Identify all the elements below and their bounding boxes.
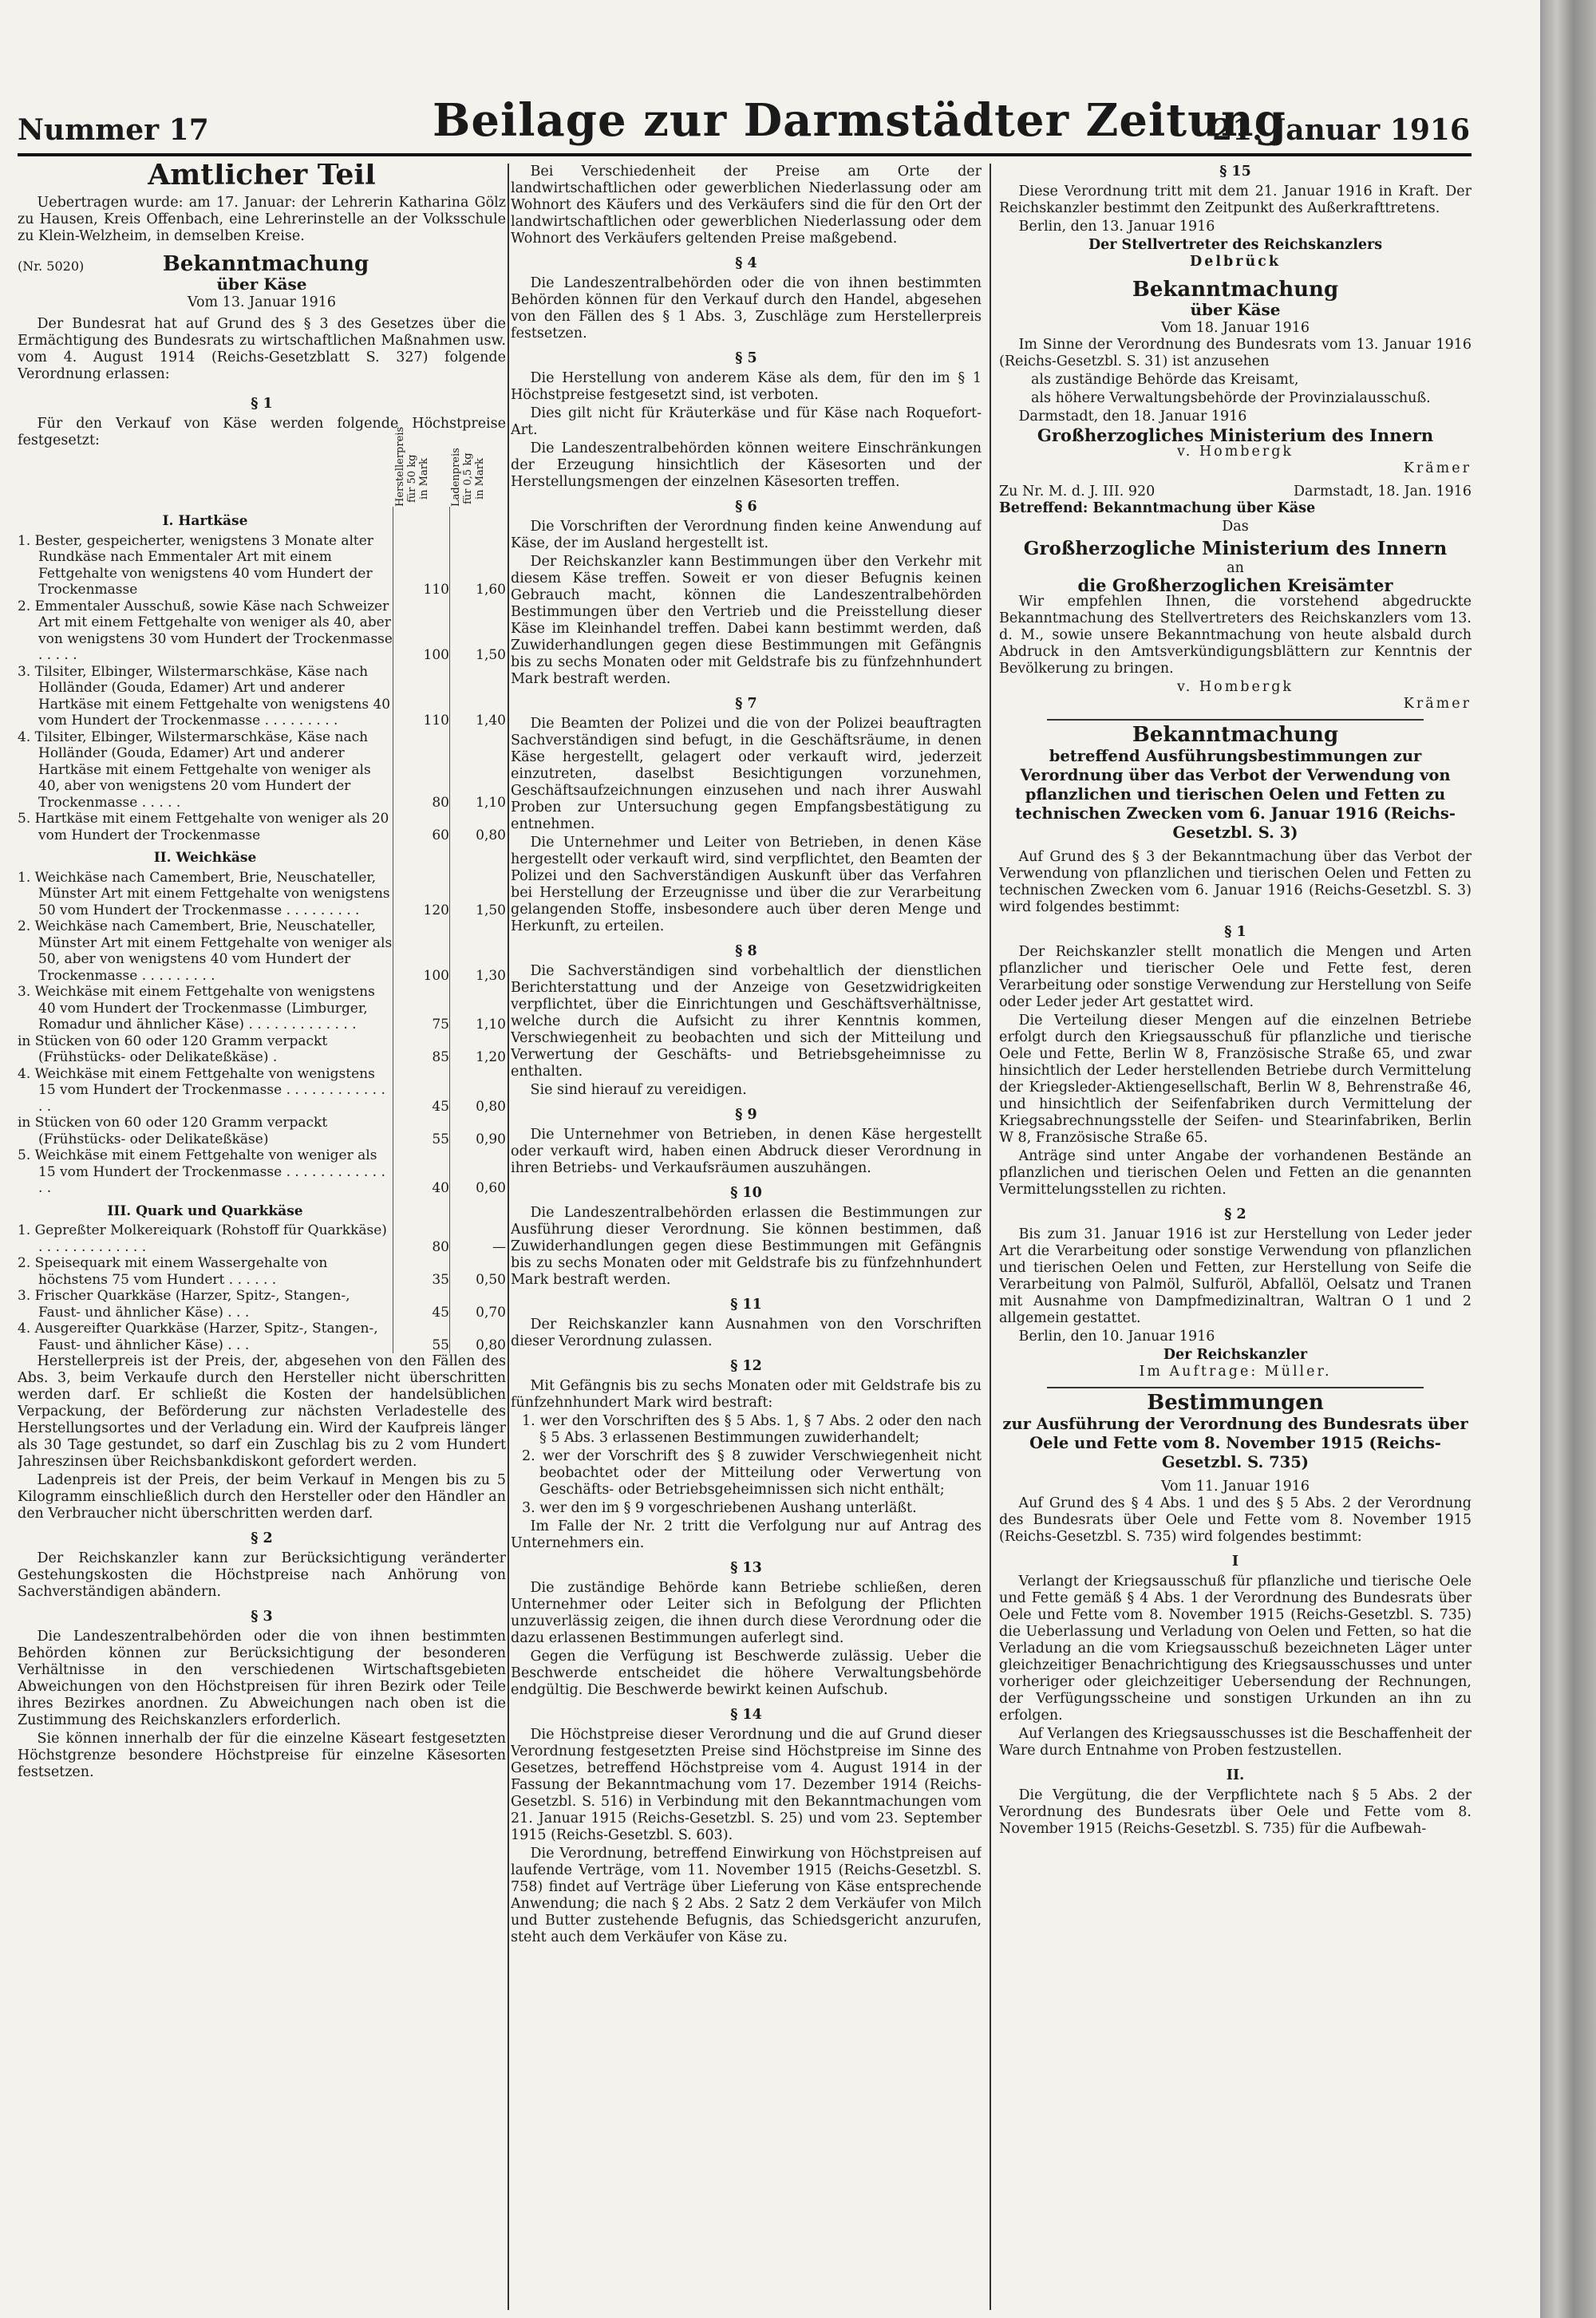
section-i-text: Verlangt der Kriegsausschuß für pflanzliche und tierische Oele und Fette gemäß § 4 Abs. 1 der Verordnung des Bundesrats über Oele und Fette vom 8. November 1915 (Reichs-Gesetzbl. S. 735) die Ueberlassung und Verladung von Oelen und Fetten, so hat die Verladung an die vom Kriegsausschuß bezeichneten Läger unter gleichzeitiger Benachrichtigung des Kriegsausschusses und unter vorheriger oder gleichzeitiger Uebersendung der Rechnungen, der Verfügungsscheine und sonstigen Urkunden an ihn zu erfolgen. bbox=[999, 1574, 1472, 1724]
paragraph-7-text: Die Beamten der Polizei und die von der Polizei beauftragten Sachverständigen sind befugt, in die Geschäftsräume, in denen Käse hergestellt, gelagert oder verkauft wird, jederzeit einzutreten, daselbst Besichtigungen vorzunehmen, Geschäftsaufzeichnungen einzusehen und nach ihrer Auswahl Proben zur Untersuchung gegen Empfangsbestätigung zu entnehmen. bbox=[511, 716, 982, 832]
column-3 bbox=[999, 164, 1472, 2310]
notice-date: Vom 13. Januar 1916 bbox=[187, 294, 336, 310]
place-date: Berlin, den 13. Januar 1916 bbox=[1018, 219, 1215, 235]
section-2-heading: § 2 bbox=[1224, 1206, 1246, 1222]
notice-heading-row bbox=[18, 252, 506, 276]
regulation-title: Bestimmungen bbox=[1147, 1391, 1324, 1415]
table-row: in Stücken von 60 oder 120 Gramm verpackt (Frühstücks- oder Delikateßkäse) 55 0,90 bbox=[18, 1115, 506, 1147]
signature-name: v. Hombergk bbox=[1176, 444, 1294, 460]
notice-subtitle: über Käse bbox=[1190, 300, 1281, 319]
notice-intro: Der Bundesrat hat auf Grund des § 3 des Gesetzes über die Ermächtigung des Bundesrats zu wirtschaftlichen Maßnahmen usw. vom 4. August 1914 (Reichs-Gesetzblatt S. 327) folgende Verordnung erlassen: bbox=[18, 316, 506, 382]
table-row: 3. Weichkäse mit einem Fettgehalte von wenigstens 40 vom Hundert der Trockenmasse (Limburger, Romadur und ähnlicher Käse) . . . . . . . . . . . . . 75 1,10 bbox=[18, 984, 506, 1033]
header-rule bbox=[18, 153, 1472, 156]
paragraph-9-text: Die Unternehmer von Betrieben, in denen Käse hergestellt oder verkauft wird, haben einen Abdruck dieser Verordnung in ihren Betriebs- und Verkaufsräumen auszuhängen. bbox=[511, 1127, 982, 1176]
paragraph-11-text: Der Reichskanzler kann Ausnahmen von den Vorschriften dieser Verordnung zulassen. bbox=[511, 1317, 982, 1349]
table-row: 3. Frischer Quarkkäse (Harzer, Spitz-, Stangen-, Faust- und ähnlicher Käse) . . . 45 0,70 bbox=[18, 1288, 506, 1321]
paragraph-3-continued: Bei Verschiedenheit der Preise am Orte der landwirtschaftlichen oder gewerblichen Niederlassung oder am Wohnort des Käufers und des Verkäufers sind die für den Ort der landwirtschaftlichen oder gewerblichen Niederlassung oder dem Wohnort des Verkäufers geltenden Preise maßgebend. bbox=[511, 164, 982, 247]
paragraph-10-heading: § 10 bbox=[730, 1185, 762, 1201]
reference-row bbox=[999, 484, 1472, 500]
letter-text: Wir empfehlen Ihnen, die vorstehend abgedruckte Bekanntmachung des Stellvertreters des Reichskanzlers vom 13. d. M., sowie unsere Bekanntmachung von heute alsbald durch Abdruck in den Amtsverkündigungsblättern zur Kenntnis der Bevölkerung zu bringen. bbox=[999, 594, 1472, 677]
paragraph-12-heading: § 12 bbox=[730, 1358, 762, 1374]
table-section: I. Hartkäse bbox=[18, 507, 506, 533]
notice-title: Bekanntmachung bbox=[162, 252, 369, 276]
issue-date: 21. Januar 1916 bbox=[1212, 113, 1470, 147]
ministry-name: Großherzogliches Ministerium des Innern bbox=[1037, 425, 1434, 445]
paragraph-6-text: Der Reichskanzler kann Bestimmungen über den Verkehr mit diesem Käse treffen. Soweit er von dieser Befugnis keinen Gebrauch macht, können die Landeszentralbehörden Bestimmungen über den Vertrieb und die Preisstellung dieser Käse im Kleinhandel treffen. Dabei kann bestimmt werden, daß Zuwiderhandlungen gegen diese Bestimmungen mit Gefängnis bis zu sechs Monaten oder mit Geldstrafe bis zu fünfzehnhundert Mark bestraft werden. bbox=[511, 554, 982, 687]
notice-title: Bekanntmachung bbox=[1132, 723, 1339, 747]
paragraph-2-heading: § 2 bbox=[251, 1530, 273, 1546]
letter-from-label: Das bbox=[1222, 519, 1249, 535]
table-row: 3. Tilsiter, Elbinger, Wilstermarschkäse, Käse nach Holländer (Gouda, Edamer) Art und anderer Hartkäse mit einem Fettgehalte von wenigstens 40 vom Hundert der Trockenmasse . . . . . . . . . 110 1,40 bbox=[18, 663, 506, 729]
producer-price-definition: Herstellerpreis ist der Preis, der, abgesehen von den Fällen des Abs. 3, beim Verkaufe durch den Hersteller nicht überschritten werden darf. Er schließt die Kosten der handelsüblichen Verpackung, der Beförderung zur nächsten Verladestelle des Herstellungsortes und der Verladung ein. Wird der Kaufpreis länger als 30 Tage gestundet, so darf ein Zuschlag bis zu 2 vom Hundert Jahreszinsen über Reichsbankdiskont gefordert werden. bbox=[18, 1353, 506, 1470]
section-1-text: Anträge sind unter Angabe der vorhandenen Bestände an pflanzlichen und tierischen Oelen und Fetten an die genannten Vermittelungsstellen zu richten. bbox=[999, 1148, 1472, 1198]
paragraph-7-heading: § 7 bbox=[735, 696, 757, 712]
table-row: 4. Tilsiter, Elbinger, Wilstermarschkäse, Käse nach Holländer (Gouda, Edamer) Art und anderer Hartkäse mit einem Fettgehalte von weniger als 40, aber von wenigstens 20 vom Hundert der Trockenmasse . . . . . 80 1,10 bbox=[18, 729, 506, 811]
column-2 bbox=[511, 164, 982, 2310]
table-row: 2. Emmentaler Ausschuß, sowie Käse nach Schweizer Art mit einem Fettgehalte von weniger als 40, aber von wenigstens 30 vom Hundert der Trockenmasse . . . . . 100 1,50 bbox=[18, 598, 506, 663]
paragraph-15-text: Diese Verordnung tritt mit dem 21. Januar 1916 in Kraft. Der Reichskanzler bestimmt den Zeitpunkt des Außerkrafttretens. bbox=[999, 184, 1472, 216]
appointment-notice: Uebertragen wurde: am 17. Januar: der Lehrerin Katharina Gölz zu Hausen, Kreis Offenbach, eine Lehrerinstelle an der Volksschule zu Klein-Welzheim, in demselben Kreise. bbox=[18, 195, 506, 244]
paragraph-3-heading: § 3 bbox=[251, 1609, 273, 1625]
section-ii-text: Die Vergütung, die der Verpflichtete nach § 5 Abs. 2 der Verordnung des Bundesrats über Oele und Fette vom 8. November 1915 (Reichs-Gesetzbl. S. 735) für die Aufbewah- bbox=[999, 1787, 1472, 1837]
signature-name: Im Auftrage: Müller. bbox=[1139, 1364, 1332, 1380]
notice-date: Vom 18. Januar 1916 bbox=[1160, 320, 1310, 336]
table-row: 2. Speisequark mit einem Wassergehalte von höchstens 75 vom Hundert . . . . . . 35 0,50 bbox=[18, 1255, 506, 1288]
paragraph-3-text: Die Landeszentralbehörden oder die von ihnen bestimmten Behörden können zur Berücksichtigung der besonderen Verhältnisse in den verschiedenen Wirtschaftsgebieten Abweichungen von den Höchstpreisen für ihren Bezirk oder Teile ihres Bezirkes anordnen. Zu Abweichungen nach oben ist die Zustimmung des Reichskanzlers erforderlich. bbox=[18, 1629, 506, 1728]
paragraph-11-heading: § 11 bbox=[730, 1297, 762, 1313]
page-edge-shadow bbox=[1540, 0, 1596, 2318]
paragraph-14-text: Die Verordnung, betreffend Einwirkung von Höchstpreisen auf laufende Verträge, vom 11. November 1915 (Reichs-Gesetzbl. S. 758) findet auf Verträge über Lieferung von Käse entsprechende Anwendung; die nach § 2 Abs. 2 Satz 2 dem Verkäufer von Milch und Butter zustehende Befugnis, das Schiedsgericht anzurufen, steht auch dem Verkäufer von Käse zu. bbox=[511, 1846, 982, 1945]
notice-subtitle: über Käse bbox=[216, 274, 307, 294]
page-header bbox=[18, 94, 1470, 147]
notice-title: Bekanntmachung bbox=[1132, 278, 1339, 302]
paragraph-6-text: Die Vorschriften der Verordnung finden keine Anwendung auf Käse, der im Ausland hergestellt ist. bbox=[511, 519, 982, 551]
letter-to-label: an bbox=[1227, 560, 1244, 576]
paragraph-4-heading: § 4 bbox=[735, 255, 757, 271]
column-divider bbox=[990, 164, 991, 2310]
paragraph-9-heading: § 9 bbox=[735, 1107, 757, 1123]
notice-ref: (Nr. 5020) bbox=[18, 259, 85, 274]
signature-name: Delbrück bbox=[1190, 254, 1281, 270]
section-i-text: Auf Verlangen des Kriegsausschusses ist die Beschaffenheit der Ware durch Entnahme von Proben festzustellen. bbox=[999, 1726, 1472, 1759]
issue-number: Nummer 17 bbox=[18, 113, 209, 147]
regulation-subtitle: zur Ausführung der Verordnung des Bundesrats über Oele und Fette vom 8. November 1915 (Reichs-Gesetzbl. S. 735) bbox=[1002, 1415, 1468, 1471]
signature-name: v. Hombergk bbox=[1176, 679, 1294, 695]
notice-subtitle: betreffend Ausführungsbestimmungen zur Verordnung über das Verbot der Verwendung von pflanzlichen und tierischen Oelen und Fetten zu technischen Zwecken vom 6. Januar 1916 (Reichs-Gesetzbl. S. 3) bbox=[1015, 747, 1456, 842]
signature-title: Der Reichskanzler bbox=[1163, 1347, 1308, 1363]
paragraph-8-heading: § 8 bbox=[735, 943, 757, 959]
signature-name: Krämer bbox=[1403, 460, 1472, 476]
reference-place-date: Darmstadt, 18. Jan. 1916 bbox=[1293, 484, 1472, 500]
table-section: II. Weichkäse bbox=[18, 843, 506, 870]
notice-text: Im Sinne der Verordnung des Bundesrats vom 13. Januar 1916 (Reichs-Gesetzbl. S. 31) ist anzusehen bbox=[999, 337, 1472, 369]
signature-title: Der Stellvertreter des Reichskanzlers bbox=[1088, 237, 1383, 253]
list-item: 3. wer den im § 9 vorgeschriebenen Aushang unterläßt. bbox=[522, 1500, 917, 1516]
signature-name: Krämer bbox=[1403, 696, 1472, 712]
separator-rule bbox=[1047, 1387, 1424, 1388]
paragraph-15-heading: § 15 bbox=[1219, 164, 1251, 180]
paragraph-13-heading: § 13 bbox=[730, 1560, 762, 1576]
paragraph-3-text: Sie können innerhalb der für die einzelne Käseart festgesetzten Höchstgrenze besondere Höchstpreise für einzelne Käsesorten festsetzen. bbox=[18, 1731, 506, 1780]
column-1 bbox=[18, 164, 506, 2310]
paragraph-5-text: Die Herstellung von anderem Käse als dem, für den im § 1 Höchstpreise festgesetzt sind, ist verboten. bbox=[511, 370, 982, 403]
subject-line: Betreffend: Bekanntmachung über Käse bbox=[999, 500, 1316, 516]
table-row: in Stücken von 60 oder 120 Gramm verpackt (Frühstücks- oder Delikateßkäse) . 85 1,20 bbox=[18, 1033, 506, 1065]
paragraph-12-text: Im Falle der Nr. 2 tritt die Verfolgung nur auf Antrag des Unternehmers ein. bbox=[511, 1518, 982, 1551]
paragraph-14-heading: § 14 bbox=[730, 1707, 762, 1723]
paragraph-10-text: Die Landeszentralbehörden erlassen die Bestimmungen zur Ausführung dieser Verordnung. Sie können bestimmen, daß Zuwiderhandlungen gegen diese Bestimmungen mit Gefängnis bis zu sechs Monaten oder mit Geldstrafe bis zu fünfzehnhundert Mark bestraft werden. bbox=[511, 1205, 982, 1288]
section-title: Amtlicher Teil bbox=[148, 164, 376, 192]
paragraph-8-text: Sie sind hierauf zu vereidigen. bbox=[530, 1082, 747, 1098]
recipient-name: die Großherzoglichen Kreisämter bbox=[1077, 575, 1393, 595]
paragraph-14-text: Die Höchstpreise dieser Verordnung und die auf Grund dieser Verordnung festgesetzten Preise sind Höchstpreise im Sinne des Gesetzes, betreffend Höchstpreise vom 4. August 1914 in der Fassung der Bekanntmachung vom 17. Dezember 1914 (Reichs-Gesetzbl. S. 516) in Verbindung mit den Bekanntmachungen vom 21. Januar 1915 (Reichs-Gesetzbl. S. 25) und vom 23. September 1915 (Reichs-Gesetzbl. S. 603). bbox=[511, 1727, 982, 1843]
section-1-text: Die Verteilung dieser Mengen auf die einzelnen Betriebe erfolgt durch den Kriegsausschuß für pflanzliche und tierische Oele und Fette, Berlin W 8, Französische Straße 65, und zwar hinsichtlich der Leder herstellenden Betriebe durch Vermittelung der Kriegsleder-Aktiengesellschaft, Berlin W 8, Behrenstraße 46, und hinsichtlich der Seifenfabriken durch Vermittelung der Kriegsabrechnungsstelle der Seifen- und Stearinfabriken, Berlin W 8, Französische Straße 65. bbox=[999, 1013, 1472, 1146]
price-table bbox=[18, 507, 506, 1353]
paragraph-4-text: Die Landeszentralbehörden oder die von ihnen bestimmten Behörden können für den Verkauf durch den Handel, abgesehen von den Fällen des § 1 Abs. 3, Zuschläge zum Herstellerpreis festsetzen. bbox=[511, 275, 982, 342]
place-date: Darmstadt, den 18. Januar 1916 bbox=[1018, 409, 1247, 425]
section-i-heading: I bbox=[1231, 1554, 1239, 1570]
regulation-date: Vom 11. Januar 1916 bbox=[1160, 1479, 1310, 1495]
paragraph-1-text: Für den Verkauf von Käse werden folgende Höchstpreise festgesetzt: bbox=[18, 416, 506, 448]
list-item: 1. wer den Vorschriften des § 5 Abs. 1, § 7 Abs. 2 oder den nach § 5 Abs. 3 erlassenen Bestimmungen zuwiderhandelt; bbox=[522, 1413, 982, 1446]
table-row: 1. Bester, gespeicherter, wenigstens 3 Monate alter Rundkäse nach Emmentaler Art mit einem Fettgehalte von wenigstens 40 vom Hundert der Trockenmasse 110 1,60 bbox=[18, 532, 506, 598]
ministry-name: Großherzogliche Ministerium des Innern bbox=[1023, 538, 1448, 559]
table-row: 1. Gepreßter Molkereiquark (Rohstoff für Quarkkäse) . . . . . . . . . . . . . 80 — bbox=[18, 1222, 506, 1255]
paragraph-13-text: Gegen die Verfügung ist Beschwerde zulässig. Ueber die Beschwerde entscheidet die höhere Verwaltungsbehörde endgültig. Die Beschwerde bewirkt keinen Aufschub. bbox=[511, 1649, 982, 1698]
newspaper-title: Beilage zur Darmstädter Zeitung bbox=[433, 94, 1286, 147]
notice-item: als zuständige Behörde das Kreisamt, bbox=[1031, 372, 1299, 388]
table-section: III. Quark und Quarkkäse bbox=[18, 1197, 506, 1223]
paragraph-5-text: Die Landeszentralbehörden können weitere Einschränkungen der Erzeugung hinsichtlich der Käsesorten und der Herstellungsmengen der einzelnen Käsesorten treffen. bbox=[511, 440, 982, 490]
regulation-intro: Auf Grund des § 4 Abs. 1 und des § 5 Abs. 2 der Verordnung des Bundesrats über Oele und Fette vom 8. November 1915 (Reichs-Gesetzbl. S. 735) wird folgendes bestimmt: bbox=[999, 1495, 1472, 1545]
paragraph-12-text: Mit Gefängnis bis zu sechs Monaten oder mit Geldstrafe bis zu fünfzehnhundert Mark wird bestraft: bbox=[511, 1378, 982, 1411]
table-row: 1. Weichkäse nach Camembert, Brie, Neuschateller, Münster Art mit einem Fettgehalte von wenigstens 50 vom Hundert der Trockenmasse . . . . . . . . . 120 1,50 bbox=[18, 869, 506, 918]
column-divider bbox=[508, 164, 509, 2310]
paragraph-8-text: Die Sachverständigen sind vorbehaltlich der dienstlichen Berichterstattung und der Anzeige von Gesetzwidrigkeiten verpflichtet, über die Einrichtungen und Geschäftsverhältnisse, welche durch die Aufsicht zu ihrer Kenntnis kommen, Verschwiegenheit zu beobachten und sich der Mitteilung und Verwertung der Geschäfts- und Betriebsgeheimnisse zu enthalten. bbox=[511, 963, 982, 1080]
reference-number: Zu Nr. M. d. J. III. 920 bbox=[999, 484, 1156, 500]
paragraph-13-text: Die zuständige Behörde kann Betriebe schließen, deren Unternehmer oder Leiter sich in Befolgung der Pflichten unzuverlässig zeigen, die ihnen durch diese Verordnung oder die dazu erlassenen Bestimmungen auferlegt sind. bbox=[511, 1580, 982, 1646]
table-row: 4. Weichkäse mit einem Fettgehalte von wenigstens 15 vom Hundert der Trockenmasse . . . . . . . . . . . . . . 45 0,80 bbox=[18, 1065, 506, 1115]
table-row: 2. Weichkäse nach Camembert, Brie, Neuschateller, Münster Art mit einem Fettgehalte von weniger als 50, aber von wenigstens 40 vom Hundert der Trockenmasse . . . . . . . . . 100 1,30 bbox=[18, 918, 506, 984]
producer-price-header: Herstellerpreis für 50 kg in Mark bbox=[394, 426, 430, 507]
section-1-text: Der Reichskanzler stellt monatlich die Mengen und Arten pflanzlicher und tierischer Oele und Fette fest, deren Verarbeitung oder sonstige Verwendung zur Herstellung von Seife oder Leder jeder Art gestattet wird. bbox=[999, 944, 1472, 1010]
list-item: 2. wer der Vorschrift des § 8 zuwider Verschwiegenheit nicht beobachtet oder der Mitteilung oder Verwertung von Geschäfts- oder Betriebsgeheimnissen sich nicht enthält; bbox=[522, 1448, 982, 1498]
paragraph-6-heading: § 6 bbox=[735, 499, 757, 515]
section-1-heading: § 1 bbox=[1224, 924, 1246, 940]
notice-intro: Auf Grund des § 3 der Bekanntmachung über das Verbot der Verwendung von pflanzlichen und tierischen Oelen und Fetten zu technischen Zwecken vom 6. Januar 1916 (Reichs-Gesetzbl. S. 3) wird folgendes bestimmt: bbox=[999, 849, 1472, 915]
paragraph-7-text: Die Unternehmer und Leiter von Betrieben, in denen Käse hergestellt oder verkauft wird, sind verpflichtet, den Beamten der Polizei und den Sachverständigen Auskunft über das Verfahren bei Herstellung der Erzeugnisse und über die zur Verarbeitung gelangenden Stoffe, insbesondere auch über deren Menge und Herkunft, zu erteilen. bbox=[511, 835, 982, 934]
place-date: Berlin, den 10. Januar 1916 bbox=[1018, 1329, 1215, 1345]
separator-rule bbox=[1047, 719, 1424, 721]
section-ii-heading: II. bbox=[1226, 1767, 1245, 1783]
notice-item: als höhere Verwaltungsbehörde der Provinzialausschuß. bbox=[1031, 390, 1431, 406]
paragraph-5-heading: § 5 bbox=[735, 350, 757, 366]
table-row: 5. Weichkäse mit einem Fettgehalte von weniger als 15 vom Hundert der Trockenmasse . . . . . . . . . . . . . . 40 0,60 bbox=[18, 1147, 506, 1196]
table-row: 5. Hartkäse mit einem Fettgehalte von weniger als 20 vom Hundert der Trockenmasse 60 0,80 bbox=[18, 811, 506, 843]
retail-price-definition: Ladenpreis ist der Preis, der beim Verkauf in Mengen bis zu 5 Kilogramm einschließlich durch den Hersteller oder den Händler an den Verbraucher nicht überschritten werden darf. bbox=[18, 1472, 506, 1522]
retail-price-header: Ladenpreis für 0,5 kg in Mark bbox=[450, 448, 486, 507]
paragraph-2-text: Der Reichskanzler kann zur Berücksichtigung veränderter Gestehungskosten die Höchstpreise nach Anhörung von Sachverständigen abändern. bbox=[18, 1550, 506, 1600]
section-2-text: Bis zum 31. Januar 1916 ist zur Herstellung von Leder jeder Art die Verarbeitung oder sonstige Verwendung von pflanzlichen und tierischen Oelen und Fetten, zur Herstellung von Seife die Verarbeitung von Palmöl, Sulfuröl, Abfallöl, Oelsatz und Tranen mit Ausnahme von Dampfmedizinaltran, Waltran O 1 und 2 allgemein gestattet. bbox=[999, 1226, 1472, 1326]
paragraph-1-heading: § 1 bbox=[251, 396, 273, 412]
paragraph-5-text: Dies gilt nicht für Kräuterkäse und für Käse nach Roquefort-Art. bbox=[511, 405, 982, 438]
table-row: 4. Ausgereifter Quarkkäse (Harzer, Spitz-, Stangen-, Faust- und ähnlicher Käse) . . . 55 0,80 bbox=[18, 1321, 506, 1353]
